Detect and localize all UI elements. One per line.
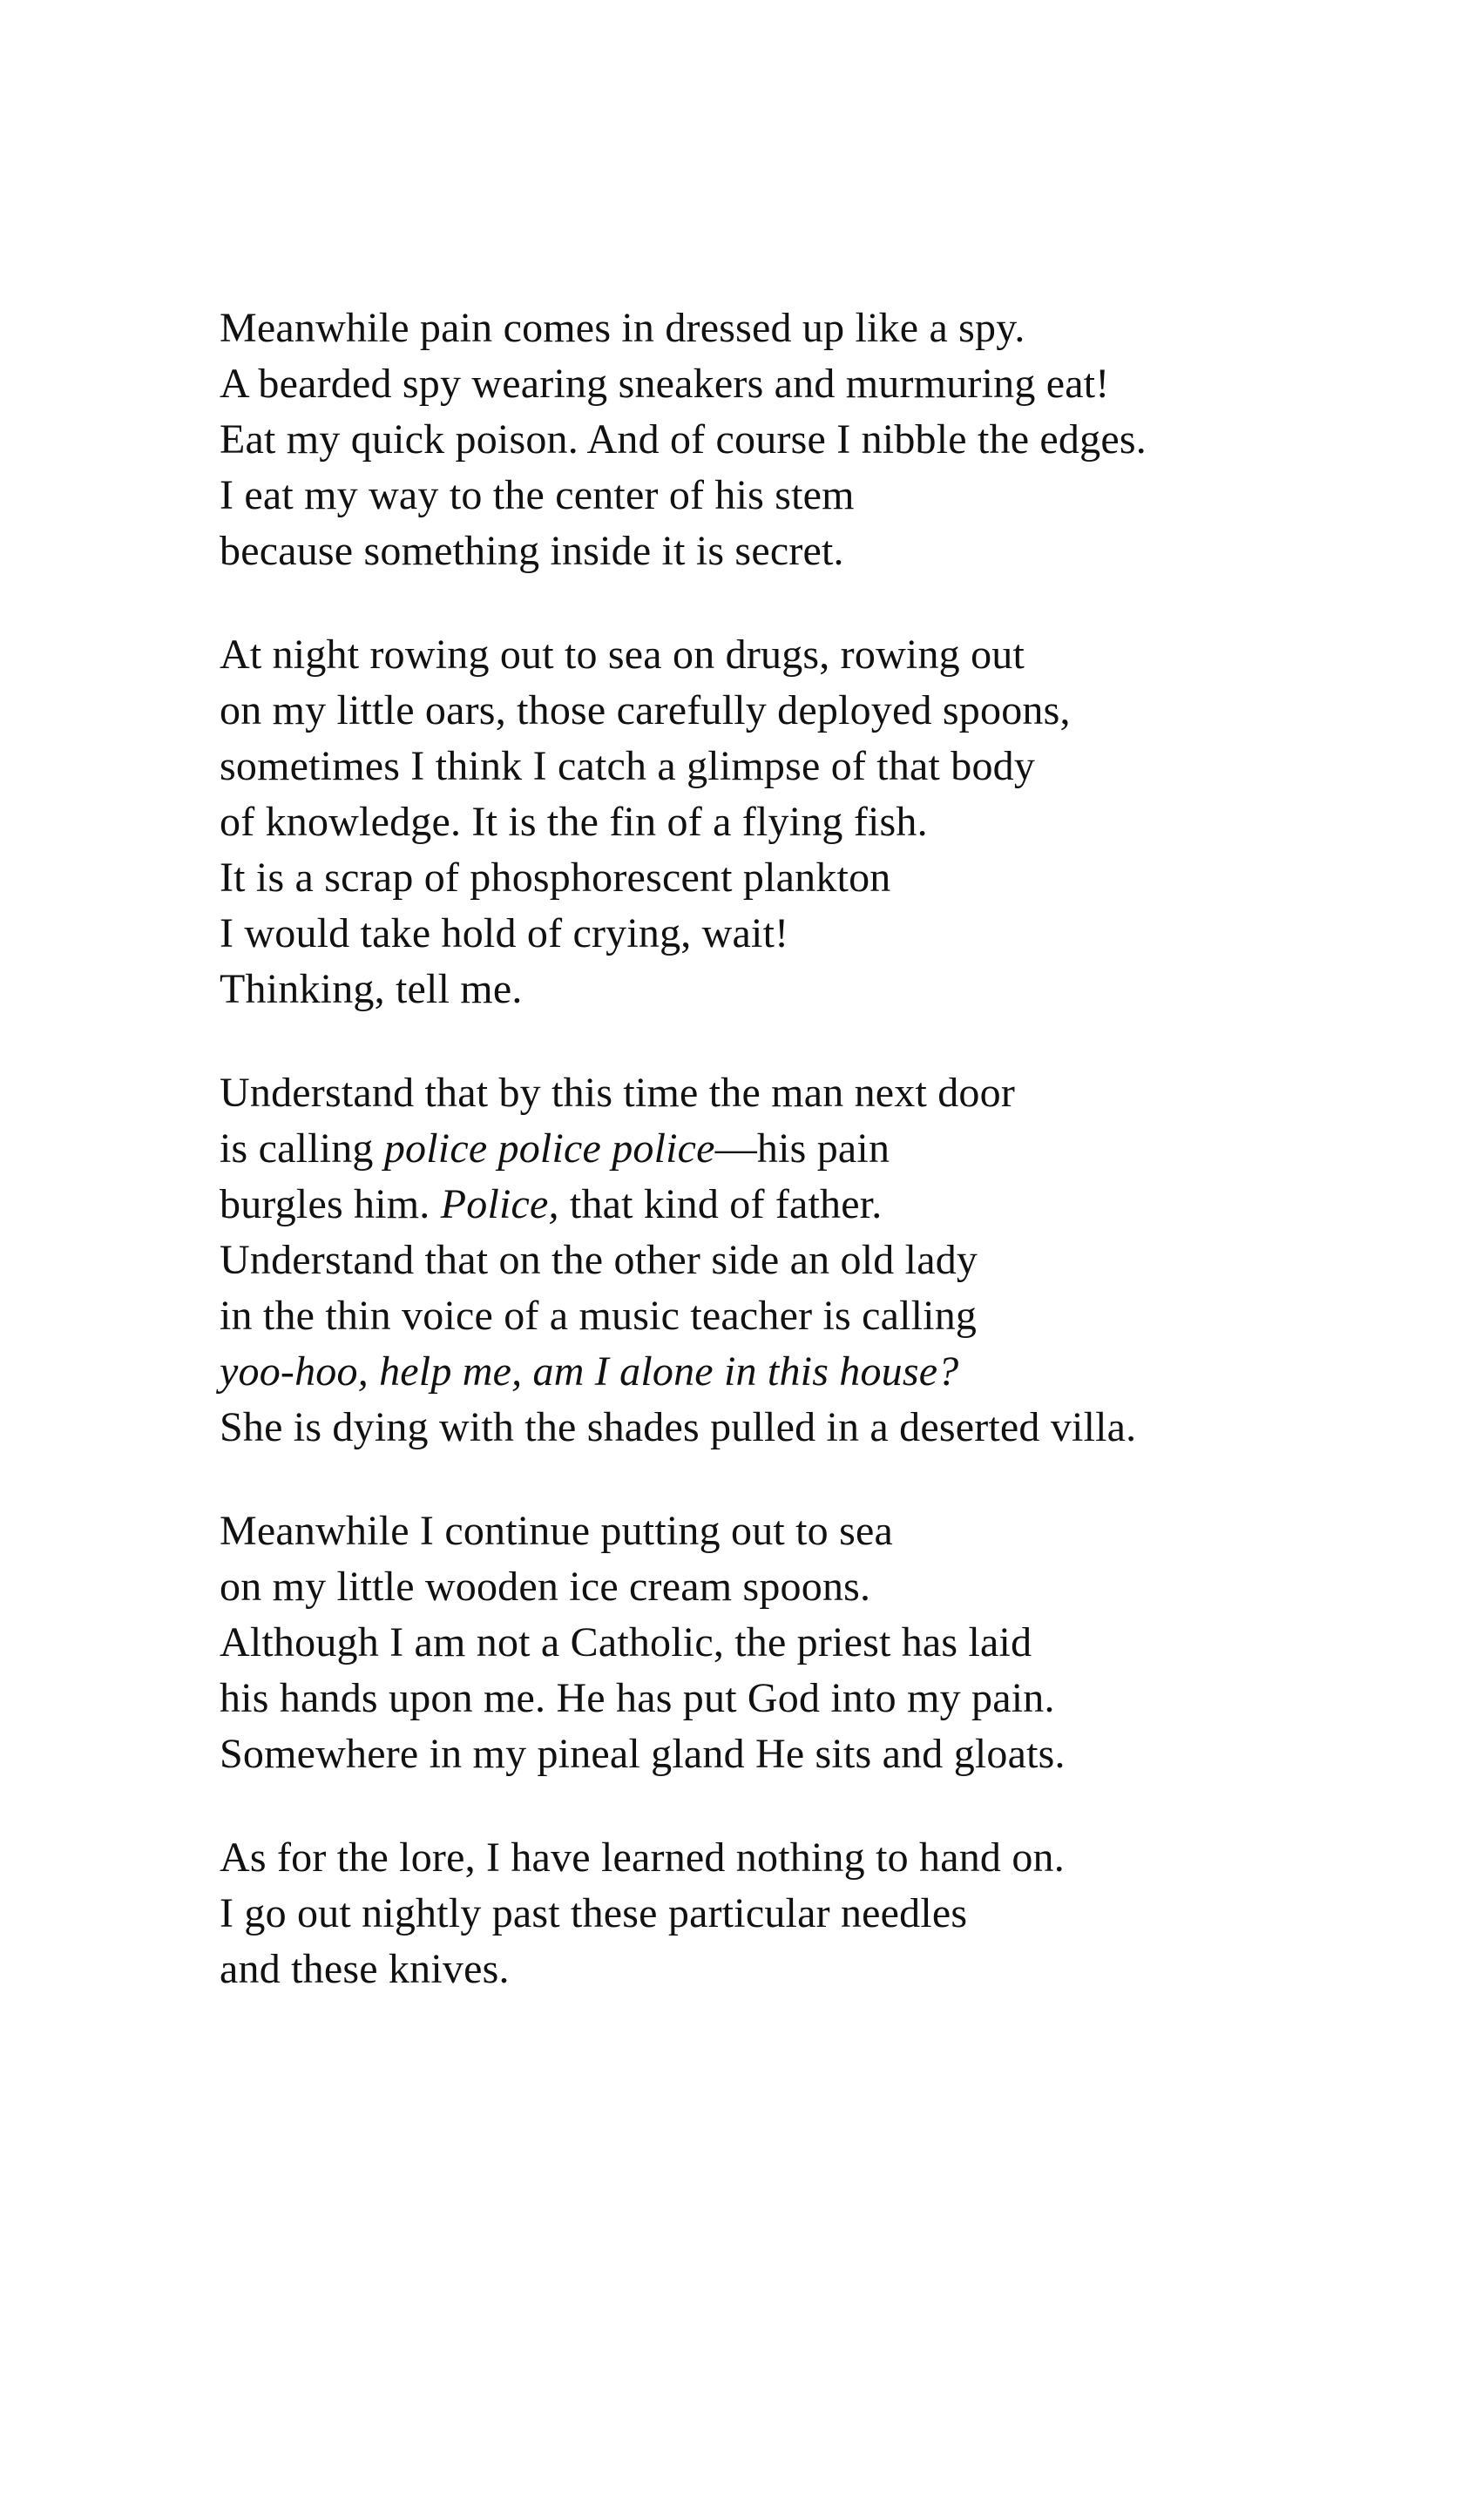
poem-line: It is a scrap of phosphorescent plankton <box>220 855 891 901</box>
line-fragment: that kind of father. <box>558 1181 883 1227</box>
stanza-3 <box>220 1065 1352 1456</box>
poem-line: of knowledge. It is the fin of a flying fish. <box>220 799 928 845</box>
poem-line: Meanwhile I continue putting out to sea <box>220 1508 893 1554</box>
italic-phrase: yoo-hoo, help me, am I alone in this house? <box>220 1348 959 1395</box>
poem-body <box>220 301 1352 2045</box>
poem-line: She is dying with the shades pulled in a deserted villa. <box>220 1404 1137 1450</box>
stanza-2 <box>220 627 1352 1017</box>
stanza-1 <box>220 301 1352 579</box>
poem-line: At night rowing out to sea on drugs, rowing out <box>220 632 1025 678</box>
poem-line: Meanwhile pain comes in dressed up like a spy. <box>220 305 1025 351</box>
italic-phrase: police police police <box>383 1125 715 1172</box>
poem-line: on my little wooden ice cream spoons. <box>220 1564 871 1610</box>
poem-line: Understand that by this time the man next door <box>220 1070 1016 1116</box>
poem-line: because something inside it is secret. <box>220 528 844 574</box>
poem-line: and these knives. <box>220 1946 510 1992</box>
line-fragment: is calling <box>220 1125 384 1172</box>
poem-line: As for the lore, I have learned nothing to hand on. <box>220 1834 1065 1881</box>
stanza-5 <box>220 1830 1352 1997</box>
poem-line: I go out nightly past these particular needles <box>220 1890 968 1936</box>
poem-line: sometimes I think I catch a glimpse of that body <box>220 743 1036 789</box>
poem-line: on my little oars, those carefully deployed spoons, <box>220 687 1071 733</box>
poem-line: Thinking, tell me. <box>220 966 523 1012</box>
italic-phrase: Police, <box>440 1181 559 1227</box>
poem-line: A bearded spy wearing sneakers and murmuring eat! <box>220 361 1110 407</box>
poem-line: I would take hold of crying, wait! <box>220 910 789 956</box>
poem-line: his hands upon me. He has put God into my pain. <box>220 1675 1055 1721</box>
poem-line: I eat my way to the center of his stem <box>220 472 855 518</box>
poem-line: Somewhere in my pineal gland He sits and gloats. <box>220 1731 1066 1777</box>
poem-line <box>220 1344 1352 1400</box>
line-fragment: —his pain <box>714 1125 890 1172</box>
poem-line: Understand that on the other side an old lady <box>220 1237 978 1283</box>
poem-line: Eat my quick poison. And of course I nibble the edges. <box>220 416 1147 463</box>
poem-line: Although I am not a Catholic, the priest has laid <box>220 1619 1032 1665</box>
line-fragment: burgles him. <box>220 1181 441 1227</box>
poem-line <box>220 1121 1352 1177</box>
poem-line <box>220 1177 1352 1233</box>
poem-line: in the thin voice of a music teacher is calling <box>220 1293 978 1339</box>
stanza-4 <box>220 1503 1352 1782</box>
